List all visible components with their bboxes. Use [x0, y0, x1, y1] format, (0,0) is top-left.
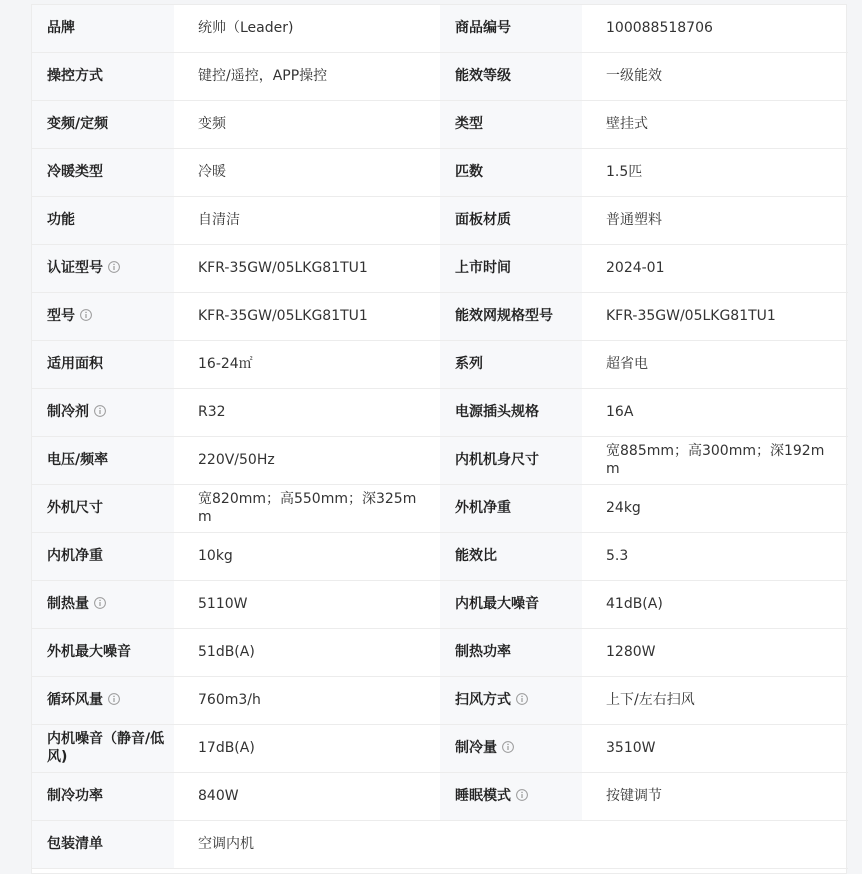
- spec-label: 能效网规格型号: [455, 308, 553, 324]
- table-row: [32, 148, 848, 196]
- spec-label-cell: [440, 5, 582, 52]
- spec-label: 类型: [455, 116, 483, 132]
- spec-label-cell: [32, 772, 174, 820]
- spec-label: 内机净重: [47, 548, 103, 564]
- table-row: [32, 52, 848, 100]
- spec-label-cell: [440, 676, 582, 724]
- spec-value: 840W: [174, 772, 440, 820]
- spec-label: 外机净重: [455, 500, 511, 516]
- table-row: [32, 244, 848, 292]
- spec-value: 超省电: [582, 340, 848, 388]
- spec-label-cell: [440, 100, 582, 148]
- table-row: [32, 196, 848, 244]
- spec-value: 24kg: [582, 484, 848, 532]
- spec-value: 变频: [174, 100, 440, 148]
- spec-label: 型号: [47, 308, 75, 324]
- info-circle-icon[interactable]: [94, 405, 106, 417]
- spec-label: 操控方式: [47, 68, 103, 84]
- spec-label: 扫风方式: [455, 692, 511, 708]
- spec-label-cell: [32, 52, 174, 100]
- spec-label: 制冷剂: [47, 404, 89, 420]
- spec-label-cell: [32, 340, 174, 388]
- spec-label: 制冷功率: [47, 788, 103, 804]
- spec-value: 宽820mm；高550mm；深325mm: [174, 484, 440, 532]
- spec-label: 电压/频率: [47, 452, 109, 468]
- spec-card: [31, 4, 847, 874]
- table-row: [32, 772, 848, 820]
- info-circle-icon[interactable]: [516, 693, 528, 705]
- spec-label-cell: [32, 5, 174, 52]
- table-row: [32, 676, 848, 724]
- spec-label-cell: [440, 580, 582, 628]
- spec-value: 17dB(A): [174, 724, 440, 772]
- spec-label: 功能: [47, 212, 75, 228]
- spec-label-cell: [440, 340, 582, 388]
- spec-value: 3510W: [582, 724, 848, 772]
- spec-label-cell: [440, 628, 582, 676]
- spec-label-cell: [32, 820, 174, 868]
- spec-label: 能效比: [455, 548, 497, 564]
- spec-value: 一级能效: [582, 52, 848, 100]
- info-circle-icon[interactable]: [516, 789, 528, 801]
- spec-label-cell: [32, 628, 174, 676]
- spec-label: 能效等级: [455, 68, 511, 84]
- spec-label-cell: [440, 532, 582, 580]
- spec-value: 220V/50Hz: [174, 436, 440, 484]
- spec-value: 16A: [582, 388, 848, 436]
- spec-table: [32, 5, 848, 869]
- spec-label: 面板材质: [455, 212, 511, 228]
- spec-label-cell: [440, 724, 582, 772]
- spec-label: 制冷量: [455, 740, 497, 756]
- spec-label-cell: [440, 244, 582, 292]
- spec-value: 上下/左右扫风: [582, 676, 848, 724]
- spec-label: 认证型号: [47, 260, 103, 276]
- spec-value: 100088518706: [582, 5, 848, 52]
- spec-value: KFR-35GW/05LKG81TU1: [174, 244, 440, 292]
- spec-label: 内机最大噪音: [455, 596, 539, 612]
- table-row: [32, 580, 848, 628]
- spec-label: 适用面积: [47, 356, 103, 372]
- spec-value: 760m3/h: [174, 676, 440, 724]
- table-row: [32, 724, 848, 772]
- spec-table-body: [32, 5, 848, 868]
- info-circle-icon[interactable]: [108, 693, 120, 705]
- spec-label: 睡眠模式: [455, 788, 511, 804]
- table-row: [32, 820, 848, 868]
- spec-label: 包装清单: [47, 836, 103, 852]
- spec-label-cell: [32, 244, 174, 292]
- table-row: [32, 532, 848, 580]
- spec-value: 空调内机: [174, 820, 848, 868]
- spec-label-cell: [440, 772, 582, 820]
- table-row: [32, 5, 848, 52]
- spec-value: 普通塑料: [582, 196, 848, 244]
- spec-label-cell: [440, 388, 582, 436]
- spec-value: 5.3: [582, 532, 848, 580]
- spec-label-cell: [32, 292, 174, 340]
- spec-label-cell: [32, 436, 174, 484]
- spec-label: 外机尺寸: [47, 500, 103, 516]
- spec-label: 商品编号: [455, 20, 511, 37]
- table-row: [32, 436, 848, 484]
- spec-value: 16-24㎡: [174, 340, 440, 388]
- table-row: [32, 340, 848, 388]
- info-circle-icon[interactable]: [94, 597, 106, 609]
- spec-value: 1.5匹: [582, 148, 848, 196]
- spec-label: 系列: [455, 356, 483, 372]
- spec-value: 2024-01: [582, 244, 848, 292]
- spec-label-cell: [440, 292, 582, 340]
- spec-label: 冷暖类型: [47, 164, 103, 180]
- spec-value: 51dB(A): [174, 628, 440, 676]
- spec-value: 壁挂式: [582, 100, 848, 148]
- spec-value: 1280W: [582, 628, 848, 676]
- spec-label-cell: [440, 148, 582, 196]
- spec-label: 匹数: [455, 164, 483, 180]
- spec-value: KFR-35GW/05LKG81TU1: [582, 292, 848, 340]
- spec-label-cell: [32, 580, 174, 628]
- spec-label-cell: [32, 676, 174, 724]
- spec-value: R32: [174, 388, 440, 436]
- table-row: [32, 484, 848, 532]
- spec-label: 品牌: [47, 20, 75, 37]
- spec-label-cell: [440, 52, 582, 100]
- spec-value: 自清洁: [174, 196, 440, 244]
- spec-label: 内机机身尺寸: [455, 452, 539, 468]
- info-circle-icon[interactable]: [502, 741, 514, 753]
- spec-label: 循环风量: [47, 692, 103, 708]
- spec-label: 变频/定频: [47, 116, 109, 132]
- spec-label-cell: [32, 148, 174, 196]
- spec-label-cell: [32, 484, 174, 532]
- spec-value: 41dB(A): [582, 580, 848, 628]
- table-row: [32, 292, 848, 340]
- info-circle-icon[interactable]: [108, 261, 120, 273]
- table-row: [32, 388, 848, 436]
- spec-label: 内机噪音（静音/低风): [47, 731, 165, 765]
- spec-label-cell: [32, 724, 174, 772]
- info-circle-icon[interactable]: [80, 309, 92, 321]
- spec-value: 10kg: [174, 532, 440, 580]
- spec-label-cell: [440, 436, 582, 484]
- spec-label: 制热功率: [455, 644, 511, 660]
- spec-value: KFR-35GW/05LKG81TU1: [174, 292, 440, 340]
- spec-value: 5110W: [174, 580, 440, 628]
- spec-value: 冷暖: [174, 148, 440, 196]
- spec-label-cell: [32, 532, 174, 580]
- spec-value: 按键调节: [582, 772, 848, 820]
- spec-value: 宽885mm；高300mm；深192mm: [582, 436, 848, 484]
- spec-label: 外机最大噪音: [47, 644, 131, 660]
- spec-label: 制热量: [47, 596, 89, 612]
- table-row: [32, 628, 848, 676]
- spec-value: 统帅（Leader): [174, 5, 440, 52]
- spec-value: 键控/遥控，APP操控: [174, 52, 440, 100]
- spec-label-cell: [32, 196, 174, 244]
- spec-label-cell: [32, 388, 174, 436]
- spec-label-cell: [440, 196, 582, 244]
- spec-label-cell: [440, 484, 582, 532]
- table-row: [32, 100, 848, 148]
- spec-label-cell: [32, 100, 174, 148]
- spec-label: 电源插头规格: [455, 404, 539, 420]
- spec-label: 上市时间: [455, 260, 511, 276]
